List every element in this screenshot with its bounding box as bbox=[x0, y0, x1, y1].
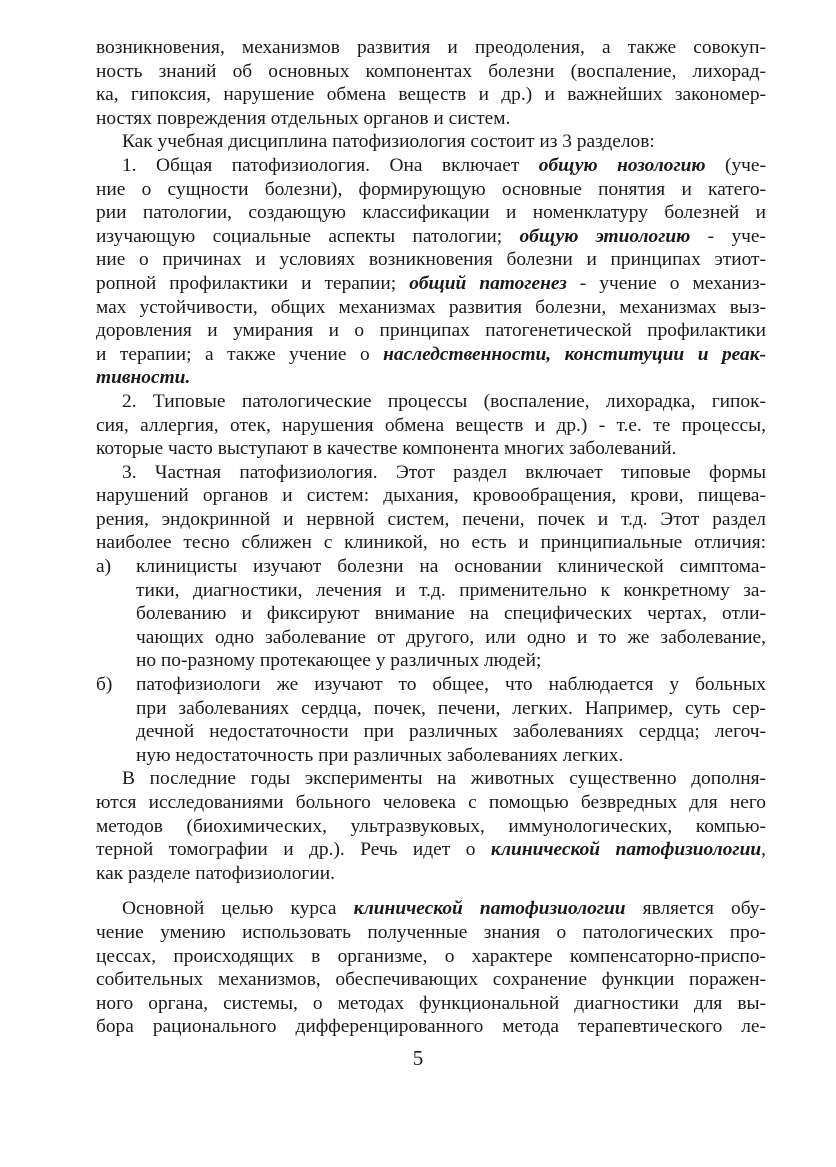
text-run: ропной профилактики и терапии; bbox=[96, 272, 410, 294]
text-run: изучающую социальные аспекты патологии; bbox=[96, 225, 520, 247]
text-line bbox=[96, 225, 766, 249]
text-line: ние о причинах и условиях возникновения болезни и принципах этиот- bbox=[96, 249, 766, 271]
text-line: наиболее тесно сближен с клиникой, но есть и принципиальные отличия: bbox=[96, 532, 766, 554]
text-line bbox=[96, 272, 766, 296]
paragraph-course-goal bbox=[96, 897, 766, 1039]
text-line: чающих одно заболевание от другого, или одно и то же заболевание, bbox=[136, 626, 766, 648]
text-line: рения, эндокринной и нервной систем, печени, почек и т.д. Этот раздел bbox=[96, 508, 766, 530]
list-item-b bbox=[96, 673, 766, 767]
sections-intro: Как учебная дисциплина патофизиология состоит из 3 разделов: bbox=[122, 131, 655, 153]
emphasis: общую нозологию bbox=[538, 154, 706, 176]
text-run: - уче- bbox=[690, 225, 766, 247]
text-run: патофизиологи же изучают то общее, что наблюдается у больных bbox=[136, 674, 766, 696]
list-marker: б) bbox=[96, 674, 113, 696]
text-line: ние о сущности болезни), формирующую основные понятия и катего- bbox=[96, 178, 766, 200]
text-line: методов (биохимических, ультразвуковых, иммунологических, компью- bbox=[96, 815, 766, 837]
emphasis: клинической патофизиологии bbox=[353, 898, 626, 920]
text-line: цессах, происходящих в организме, о характере компенсаторно-приспо- bbox=[96, 945, 766, 967]
text-line: нарушений органов и систем: дыхания, кровообращения, крови, пищева- bbox=[96, 485, 766, 507]
text-run: 1. Общая патофизиология. Она включает bbox=[122, 154, 539, 176]
emphasis: общую этиологию bbox=[519, 225, 691, 247]
text-run: является обу- bbox=[625, 898, 766, 920]
emphasis: клинической патофизиологии bbox=[490, 839, 762, 861]
text-line: В последние годы эксперименты на животных существенно дополня- bbox=[122, 768, 766, 790]
text-line: тики, диагностики, лечения и т.д. применительно к конкретному за- bbox=[136, 579, 766, 601]
text-run: клиницисты изучают болезни на основании клинической симптома- bbox=[136, 556, 766, 578]
text-line: возникновения, механизмов развития и преодоления, а также совокуп- bbox=[96, 37, 766, 58]
list-marker: а) bbox=[96, 556, 112, 578]
text-line bbox=[96, 897, 766, 921]
text-line: бора рационального дифференцированного метода терапевтического ле- bbox=[96, 1016, 766, 1038]
text-line: ка, гипоксия, нарушение обмена веществ и др.) и важнейших закономер- bbox=[96, 84, 766, 106]
text-line bbox=[96, 555, 766, 579]
text-run: Основной целью курса bbox=[122, 898, 354, 920]
text-run: и терапии; а также учение о bbox=[96, 343, 384, 365]
emphasis: общий патогенез bbox=[409, 272, 567, 294]
paragraph-recent-years bbox=[96, 767, 766, 885]
text-line: чение умению использовать полученные знания о патологических про- bbox=[96, 921, 766, 943]
text-line: 3. Частная патофизиология. Этот раздел включает типовые формы bbox=[122, 461, 766, 483]
page-body bbox=[96, 36, 766, 1039]
text-run: - учение о механиз- bbox=[566, 272, 767, 294]
text-line bbox=[96, 366, 766, 390]
emphasis: тивности. bbox=[96, 367, 191, 389]
section-1 bbox=[96, 154, 766, 390]
text-line: как разделе патофизиологии. bbox=[96, 862, 335, 884]
text-run: , bbox=[761, 839, 766, 861]
text-line: болеванию и фиксируют внимание на специфических чертах, отли- bbox=[136, 603, 766, 625]
text-line: ются исследованиями больного человека с помощью безвредных для него bbox=[96, 792, 766, 813]
section-3 bbox=[96, 461, 766, 555]
list-item-a bbox=[96, 555, 766, 673]
text-line bbox=[96, 673, 766, 697]
text-line bbox=[96, 343, 766, 367]
text-line: дечной недостаточности при различных заболеваниях сердца; легоч- bbox=[136, 721, 766, 743]
text-line: 2. Типовые патологические процессы (воспаление, лихорадка, гипок- bbox=[122, 390, 766, 412]
text-line: мах устойчивости, общих механизмах развития болезни, механизмах выз- bbox=[96, 296, 766, 318]
text-line: собительных механизмов, обеспечивающих сохранение функции поражен- bbox=[96, 969, 766, 991]
text-line: рии патологии, создающую классификации и номенклатуру болезней и bbox=[96, 202, 766, 224]
section-2 bbox=[96, 390, 766, 461]
text-line bbox=[96, 154, 766, 178]
text-line: ную недостаточность при различных заболеваниях легких. bbox=[136, 744, 624, 766]
text-line bbox=[96, 838, 766, 862]
emphasis: наследственности, конституции и реак- bbox=[383, 343, 766, 365]
text-run: (уче- bbox=[705, 154, 766, 176]
text-line: ность знаний об основных компонентах болезни (воспаление, лихорад- bbox=[96, 60, 766, 82]
text-line: ного органа, системы, о методах функциональной диагностики для вы- bbox=[96, 992, 766, 1014]
text-line: доровления и умирания и о принципах патогенетической профилактики bbox=[96, 320, 766, 342]
text-line: при заболеваниях сердца, почек, печени, легких. Например, суть сер- bbox=[136, 697, 766, 719]
text-line: ностях повреждения отдельных органов и систем. bbox=[96, 107, 511, 129]
text-line: сия, аллергия, отек, нарушения обмена веществ и др.) - т.е. те процессы, bbox=[96, 414, 766, 436]
text-line: но по-разному протекающее у различных людей; bbox=[136, 650, 542, 672]
intro-paragraph bbox=[96, 36, 766, 130]
text-run: терной томографии и др.). Речь идет о bbox=[96, 839, 491, 861]
page-number: 5 bbox=[412, 1046, 424, 1070]
text-line: которые часто выступают в качестве компонента многих заболеваний. bbox=[96, 438, 677, 460]
